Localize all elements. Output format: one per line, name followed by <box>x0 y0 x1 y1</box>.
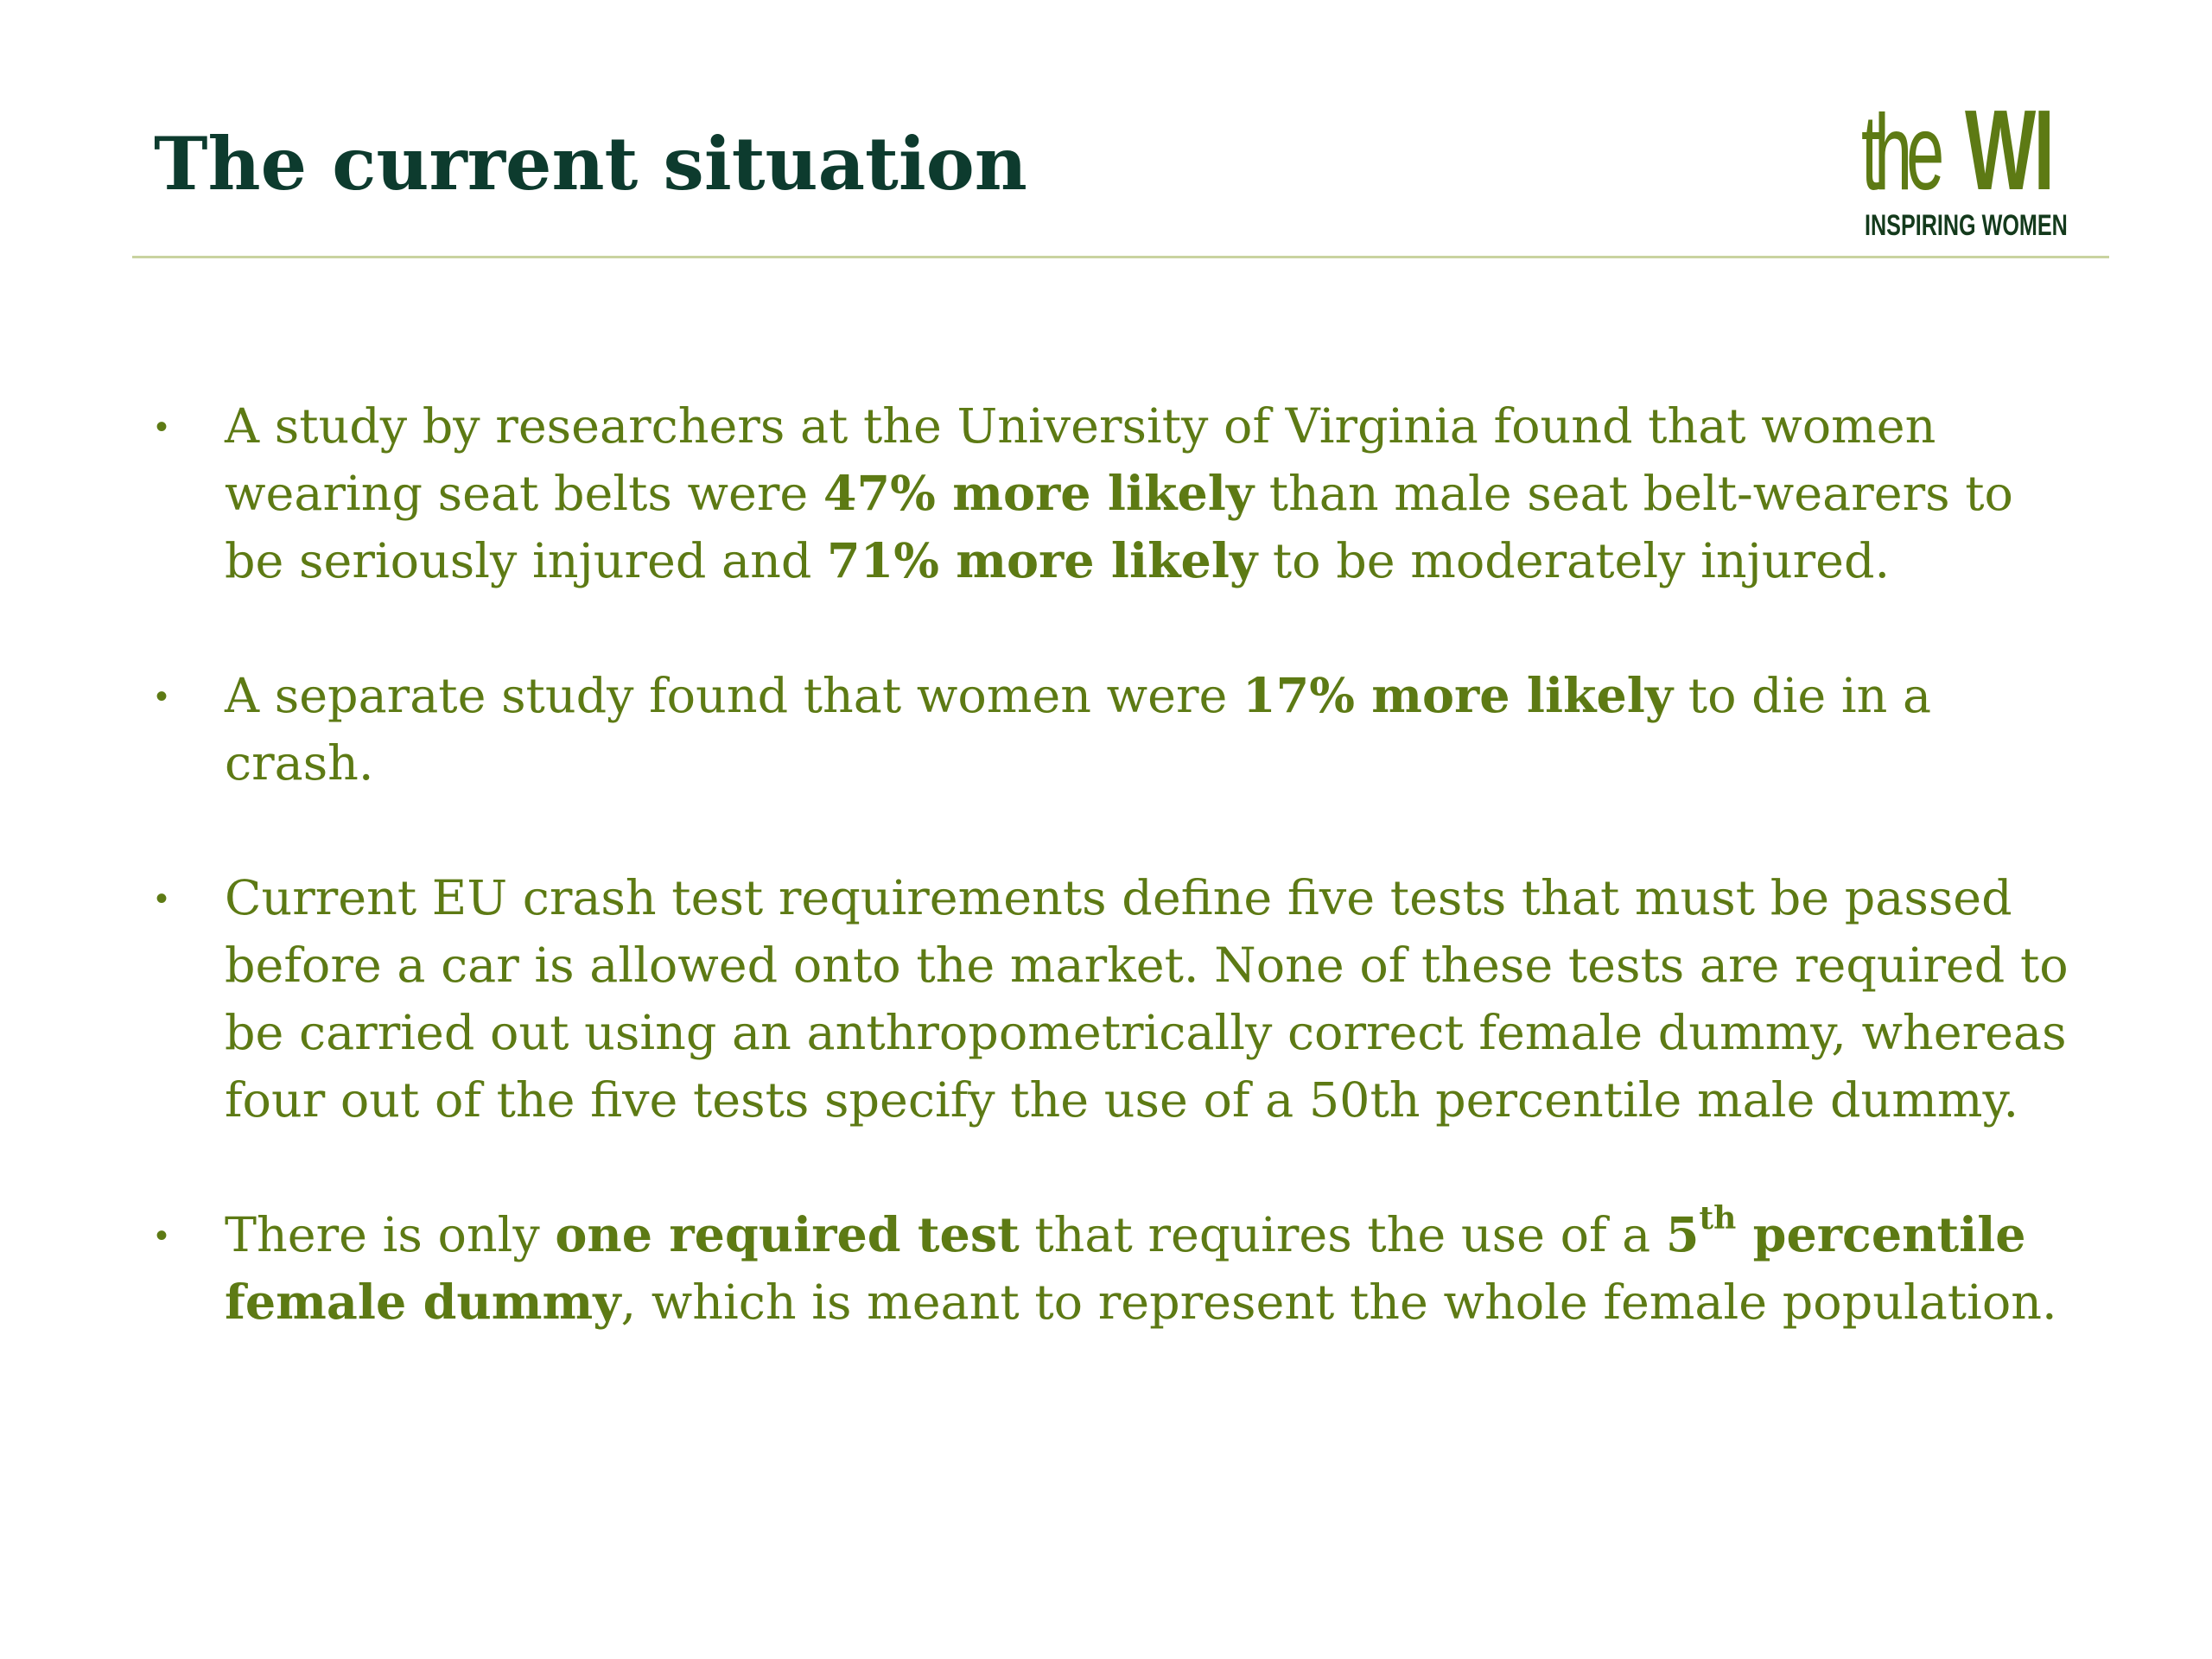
bullet-list <box>154 393 2072 1337</box>
bullet-highlight: 5 <box>1665 1207 1700 1263</box>
bullet-item-separate-study <box>154 663 2072 798</box>
bullet-highlight: 17% more likely <box>1242 668 1674 724</box>
bullet-text: , which is meant to represent the whole female population. <box>620 1274 2057 1331</box>
bullet-icon: • <box>156 408 168 446</box>
bullet-text: A study by researchers at the University of Virginia found that women wearing seat belts were <box>225 398 1936 522</box>
bullet-text: than male seat belt-wearers to be seriously injured and <box>225 466 2013 589</box>
wi-logo <box>1858 86 2074 256</box>
logo-tagline: INSPIRING WOMEN <box>1865 209 2068 242</box>
bullet-item-virginia-study <box>154 393 2072 595</box>
bullet-text: Current EU crash test requirements define five tests that must be passed before a car is allowed onto the market. None of these tests are required to be carried out using an anthropometrically correct female dummy, whereas four out of the five tests specify the use of a 50th percentile male dummy. <box>225 870 2069 1128</box>
bullet-text: that requires the use of a <box>1019 1207 1666 1263</box>
bullet-text: to be moderately injured. <box>1257 533 1891 589</box>
bullet-item-female-dummy <box>154 1202 2072 1337</box>
bullet-item-eu-requirements <box>154 865 2072 1135</box>
bullet-text: A separate study found that women were <box>225 668 1243 724</box>
bullet-highlight: one required test <box>555 1207 1020 1263</box>
bullet-highlight: 71% more likely <box>827 533 1258 589</box>
bullet-icon: • <box>156 880 168 918</box>
bullet-icon: • <box>156 1217 168 1255</box>
superscript-th: th <box>1699 1200 1737 1236</box>
logo-the: the <box>1861 93 1939 213</box>
title-divider <box>132 256 2109 258</box>
bullet-text: to die in a crash. <box>225 668 1932 791</box>
slide-title: The current situation <box>154 121 1027 207</box>
logo-wi: WI <box>1965 86 2053 213</box>
bullet-text: There is only <box>225 1207 556 1263</box>
bullet-highlight: 47% more likely <box>823 466 1255 522</box>
bullet-icon: • <box>156 677 168 715</box>
bullet-highlight: percentile female dummy <box>225 1207 2026 1331</box>
